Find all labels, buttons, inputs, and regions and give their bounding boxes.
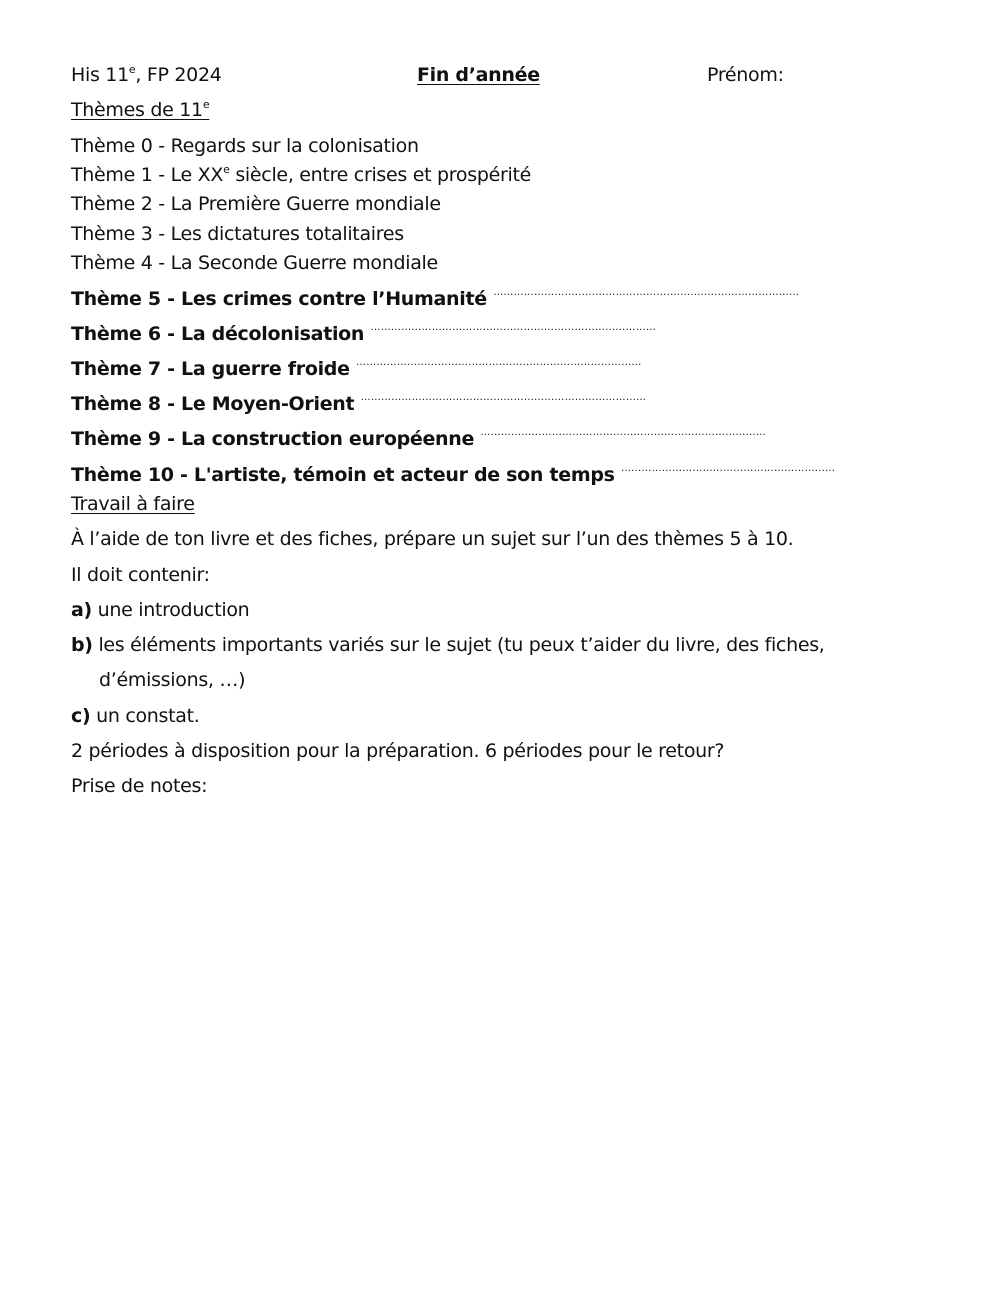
page-title: Fin d’année — [417, 64, 540, 86]
item-a-label: a) — [71, 599, 92, 621]
notes-label: Prise de notes: — [71, 775, 208, 797]
course-code — [71, 63, 222, 87]
theme-10-fill-line[interactable]: ……………………………………………………… — [620, 463, 836, 474]
item-b-label: b) — [71, 634, 93, 656]
item-b — [71, 633, 825, 657]
theme-6-text: Thème 6 - La décolonisation — [71, 323, 365, 345]
course-code-rest: , FP 2024 — [135, 64, 222, 86]
item-c-text: un constat. — [96, 705, 200, 727]
item-b-text: les éléments importants variés sur le sujet (tu peux t’aider du livre, des fiches, — [98, 634, 825, 656]
work-heading: Travail à faire — [71, 493, 195, 515]
item-b-continuation: d’émissions, …) — [99, 669, 246, 691]
theme-5 — [71, 281, 896, 311]
theme-8 — [71, 386, 761, 416]
theme-1-rest: siècle, entre crises et prospérité — [229, 164, 531, 186]
themes-heading-sup: e — [202, 98, 210, 111]
theme-8-text: Thème 8 - Le Moyen-Orient — [71, 393, 355, 415]
theme-1-text: Thème 1 - Le XX — [71, 164, 224, 186]
theme-0: Thème 0 - Regards sur la colonisation — [71, 135, 419, 157]
course-code-text: His 11 — [71, 64, 129, 86]
theme-5-text: Thème 5 - Les crimes contre l’Humanité — [71, 288, 487, 310]
theme-9-fill-line[interactable]: ………………………………………………………………………… — [480, 427, 767, 438]
theme-7-fill-line[interactable]: ………………………………………………………………………… — [356, 357, 642, 368]
item-a-text: une introduction — [97, 599, 250, 621]
theme-6-fill-line[interactable]: ………………………………………………………………………… — [370, 322, 657, 333]
theme-4: Thème 4 - La Seconde Guerre mondiale — [71, 252, 438, 274]
item-c-label: c) — [71, 705, 91, 727]
theme-6 — [71, 316, 774, 346]
theme-3: Thème 3 - Les dictatures totalitaires — [71, 223, 404, 245]
must-contain: Il doit contenir: — [71, 564, 210, 586]
item-c — [71, 704, 200, 728]
theme-1 — [71, 163, 531, 187]
theme-9 — [71, 421, 882, 451]
theme-1-sup: e — [223, 163, 230, 176]
course-code-sup: e — [128, 63, 136, 76]
theme-7-text: Thème 7 - La guerre froide — [71, 358, 350, 380]
name-label: Prénom: — [707, 64, 784, 86]
theme-10 — [71, 457, 879, 487]
notes-area[interactable] — [71, 810, 931, 1250]
theme-2: Thème 2 - La Première Guerre mondiale — [71, 193, 441, 215]
theme-8-fill-line[interactable]: ………………………………………………………………………… — [360, 392, 647, 403]
theme-5-fill-line[interactable]: ……………………………………………………………………………… — [493, 287, 800, 298]
item-a — [71, 598, 249, 622]
themes-heading-text: Thèmes de 11 — [71, 99, 203, 121]
theme-9-text: Thème 9 - La construction européenne — [71, 428, 475, 450]
theme-10-text: Thème 10 - L'artiste, témoin et acteur de son temps — [71, 464, 615, 486]
theme-7 — [71, 351, 758, 381]
periods-note: 2 périodes à disposition pour la préparation. 6 périodes pour le retour? — [71, 740, 725, 762]
themes-heading — [71, 98, 209, 122]
work-intro: À l’aide de ton livre et des fiches, prépare un sujet sur l’un des thèmes 5 à 10. — [71, 528, 794, 550]
